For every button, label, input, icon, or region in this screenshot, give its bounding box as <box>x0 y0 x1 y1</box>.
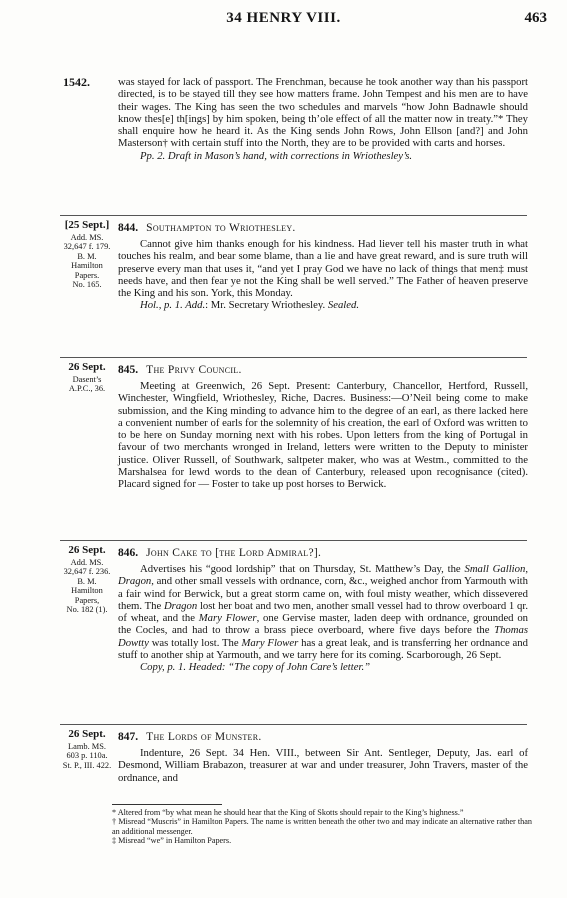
entry-separator <box>60 357 527 358</box>
source-ref: Papers. <box>74 270 100 280</box>
margin-note-847 <box>60 728 114 770</box>
footnote: † Misread “Muscris” in Hamilton Papers. The name is written beneath the other two and may indicate an alternative rather than an additional messenger. <box>112 817 532 836</box>
text-run: was totally lost. The <box>148 636 242 649</box>
entry-title: The Privy Council. <box>146 364 242 376</box>
entry-date: 26 Sept. <box>68 728 106 740</box>
ship-name: Thomas Dowtty <box>118 624 528 649</box>
margin-note-845 <box>60 361 114 394</box>
entry-number: 846. <box>118 547 139 559</box>
note-tail: Sealed. <box>327 299 360 312</box>
entry-844 <box>118 222 528 312</box>
entry-heading <box>118 364 528 377</box>
text-run: lost her boat and two men, another small vessel had to throw overboard 1 qr. of wheat, and the <box>118 599 528 625</box>
entry-note: Copy, p. 1. Headed: “The copy of John Care’s letter.” <box>140 661 371 674</box>
source-ref: Hamilton <box>71 261 103 271</box>
ship-name: Small Gallion <box>464 563 526 575</box>
source-ref: A.P.C., 36. <box>68 384 106 394</box>
margin-note-846 <box>60 544 114 614</box>
entry-heading <box>118 547 528 560</box>
source-ref: 32,647 f. 179. <box>63 242 111 252</box>
note-address-label: Add. <box>185 299 206 312</box>
source-ref: 603 p. 110a. <box>66 751 108 761</box>
margin-note-844 <box>60 219 114 289</box>
source-ref: Dasent’s <box>72 375 102 384</box>
entry-text: Cannot give him thanks enough for his kindness. Had liever tell his master truth in what touches his realm, and bear some blame, than a lie and have great reward, and is sure truth will preserve every man that uses it, “and yet I pray God we have no lack of things that men‡ must needs have, and then fear ye not the King shall be well served.” The Father of heaven preserve the King and his son. York, this Monday. <box>118 238 528 300</box>
entry-number: 844. <box>118 222 139 234</box>
entry-846 <box>118 547 528 674</box>
text-run: , and other small vessels with ordnance, corn, &c., weighed anchor from Yarmouth with a fair wind for Berwick, but a great storm came on, with foul misty weather, which dissevered them. The <box>118 575 528 612</box>
running-head <box>0 10 567 32</box>
continuation-text: was stayed for lack of passport. The Frenchman, because he took another way than his passport directed, is to be stayed till they see how matters frame. John Tempest and his men are to have their wages. The King has seen the two schedules and marvels “how John Badnawle should know thes[e] th[ings] by him spoken, being th’ole effect of all the matter now in treaty.”* They shall enquire how he heard it. As the King sends John Rows, John Ellson [and?] and John Masterson† with certain stuff into the North, they are to be provided with carts and horses. <box>118 76 528 150</box>
entry-number: 845. <box>118 364 139 376</box>
entry-heading <box>118 731 528 744</box>
source-ref: Hamilton <box>71 586 103 596</box>
entry-845 <box>118 364 528 491</box>
entry-text: Indenture, 26 Sept. 34 Hen. VIII., between Sir Ant. Sentleger, Deputy, Jas. earl of Desmond, William Brabazon, treasurer at war and under treasurer, John Travers, master of the ordnance, and <box>118 747 528 784</box>
continuation-block <box>118 76 528 162</box>
source-ref: Papers, <box>74 595 100 605</box>
text-run: has a great leak, and is transferring her ordnance and stuff to another ship at Yarmouth, and we tarry here for its coming. Scarborough, 26 Sept. <box>118 636 528 662</box>
ship-name: Mary Flower <box>241 636 299 649</box>
text-run: , <box>525 563 528 575</box>
footnote: * Altered from “by what mean he should hear that the King of Skotts should repair to the King’s highness.” <box>112 808 464 817</box>
source-ref: Lamb. MS. <box>68 742 106 751</box>
ship-name: Dragon <box>118 575 152 588</box>
source-ref: St. P., III. 422. <box>62 760 112 770</box>
entry-847 <box>118 731 528 784</box>
note-address: : Mr. Secretary Wriothesley. <box>205 299 326 312</box>
source-ref: No. 182 (1). <box>66 605 108 615</box>
entry-date: [25 Sept.] <box>64 219 110 231</box>
source-ref: B. M. <box>77 576 97 586</box>
entry-text: Meeting at Greenwich, 26 Sept. Present: Canterbury, Chancellor, Hertford, Russell, Winchester, Wingfield, Wriothesley, Riche, Dacres. Business:—O’Neil being come to make submission, and the King minding to advance him to the degree of an earl, as there lacked here a convenient number of earls for the solemnity of his creation, the earl of Oxford was written to to be here on Sunday morning next with his robes. Upon letters from the king of Portugal in favour of two merchants wronged in Ireland, letters were written to the Deputy to minister justice. Oliver Russell, of Southwark, saltpeter maker, who was at Westm., committed to the Marshalsea for lewd words to the dean of Canterbury, released upon recognisance (cited). Placard signed for — Foster to take up post horses to Berwick. <box>118 380 528 491</box>
entry-title: The Lords of Munster. <box>146 731 262 743</box>
source-ref: Add. MS. <box>70 558 104 567</box>
page-number: 463 <box>524 10 547 26</box>
footnote-rule <box>112 804 222 805</box>
entry-date: 26 Sept. <box>68 361 106 373</box>
running-head-title: 34 HENRY VIII. <box>226 10 341 26</box>
text-run: , one Gervise master, laden deep with ordnance, grounded on the Cocles, and had to throw a brass piece overboard, where five days before the <box>118 612 529 637</box>
footnotes <box>112 808 532 846</box>
source-ref: 32,647 f. 236. <box>63 567 111 577</box>
entry-number: 847. <box>118 731 139 743</box>
entry-separator <box>60 215 527 216</box>
source-ref: No. 165. <box>72 280 102 290</box>
entry-note <box>118 299 528 311</box>
entry-title: John Cake to [the Lord Admiral?]. <box>146 547 322 559</box>
source-ref: B. M. <box>77 251 97 261</box>
text-run: Advertises his “good lordship” that on Thursday, St. Matthew’s Day, the <box>140 563 465 575</box>
ship-name: Dragon <box>163 599 198 612</box>
entry-separator <box>60 540 527 541</box>
year-label: 1542. <box>63 75 90 89</box>
entry-title: Southampton to Wriothesley. <box>146 222 296 234</box>
entry-text <box>118 563 528 661</box>
ship-name: Mary Flower <box>198 612 257 625</box>
note-italic: Hol., p. 1. <box>140 299 183 312</box>
source-ref: Add. MS. <box>70 233 104 242</box>
continuation-note: Pp. 2. Draft in Mason’s hand, with corrections in Wriothesley’s. <box>140 149 413 162</box>
footnote: ‡ Misread “we” in Hamilton Papers. <box>112 836 232 846</box>
entry-heading <box>118 222 528 235</box>
entry-separator <box>60 724 527 725</box>
entry-date: 26 Sept. <box>68 544 106 556</box>
